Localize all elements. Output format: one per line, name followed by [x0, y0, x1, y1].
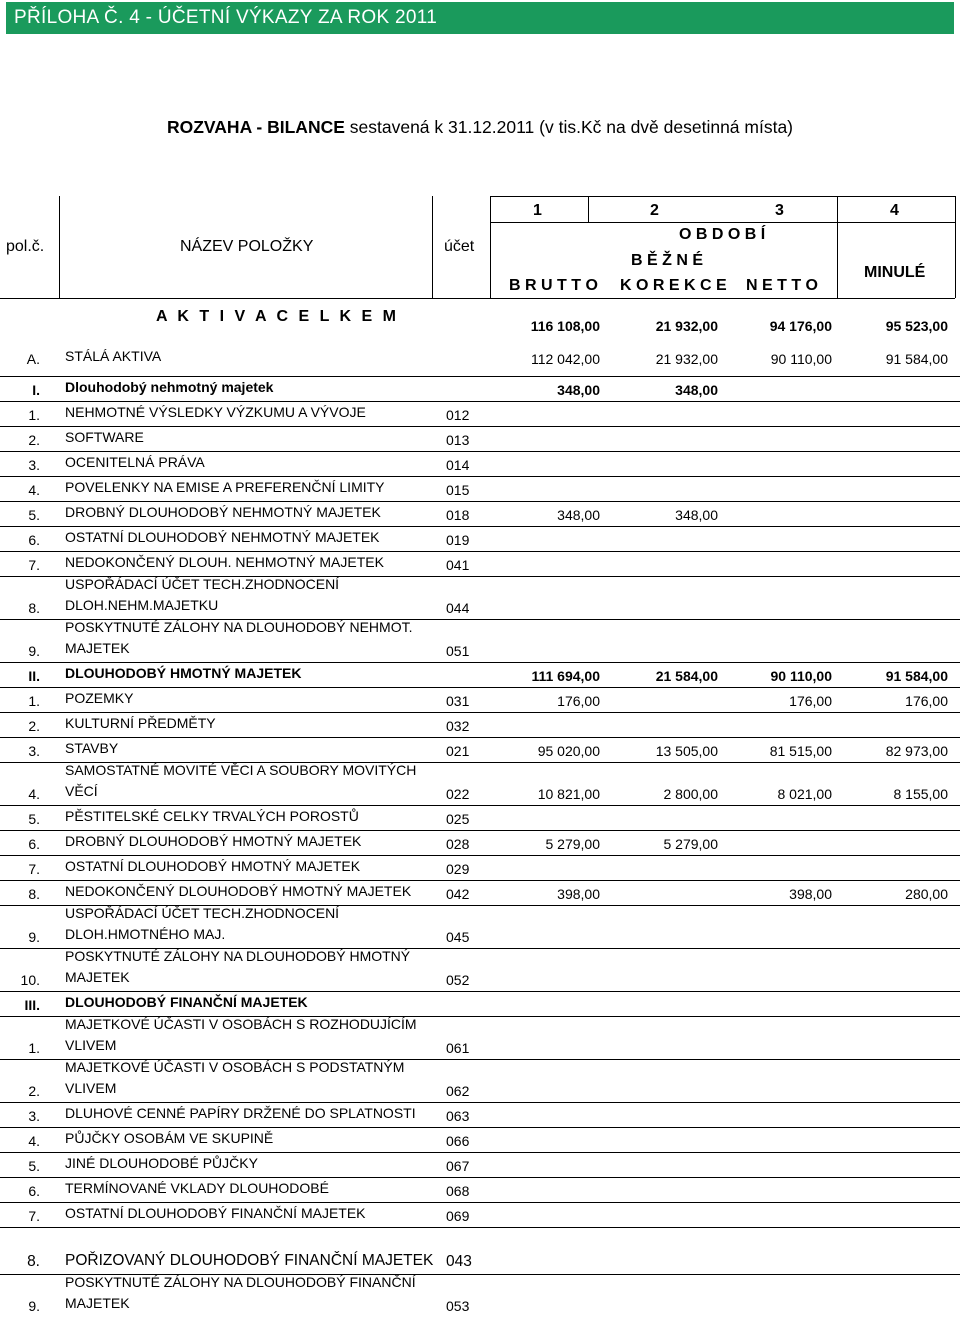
row-number: 4. — [28, 1133, 40, 1149]
row-account: 044 — [446, 600, 470, 616]
row-number: 1. — [28, 1040, 40, 1056]
row-name: OSTATNÍ DLOUHODOBÝ NEHMOTNÝ MAJETEK — [65, 529, 380, 545]
value-brutto: 95 020,00 — [537, 743, 600, 759]
table-row — [0, 576, 960, 619]
header-top-rule — [490, 196, 955, 197]
row-number: 3. — [28, 457, 40, 473]
header-banner — [6, 2, 954, 34]
minule-label: MINULÉ — [864, 264, 926, 281]
row-name: NEHMOTNÉ VÝSLEDKY VÝZKUMU A VÝVOJE — [65, 404, 366, 420]
row-name: NEDOKONČENÝ DLOUHODOBÝ HMOTNÝ MAJETEK — [65, 883, 412, 899]
row-number: 1. — [28, 407, 40, 423]
row-number: I. — [32, 382, 40, 398]
value-korekce: 348,00 — [675, 382, 718, 398]
value-minule: 176,00 — [905, 693, 948, 709]
row-name: DROBNÝ DLOUHODOBÝ NEHMOTNÝ MAJETEK — [65, 504, 381, 520]
row-account: 067 — [446, 1158, 470, 1174]
row-number: 5. — [28, 811, 40, 827]
row-number: 7. — [28, 1208, 40, 1224]
row-number: 4. — [28, 482, 40, 498]
row-name: DLUHOVÉ CENNÉ PAPÍRY DRŽENÉ DO SPLATNOSTI — [65, 1105, 416, 1121]
value-korekce: 348,00 — [675, 507, 718, 523]
row-account: 068 — [446, 1183, 470, 1199]
table-row — [0, 619, 960, 662]
table-row — [0, 1152, 960, 1177]
total-netto: 94 176,00 — [769, 318, 832, 334]
row-account: 045 — [446, 929, 470, 945]
table-row — [0, 342, 960, 370]
header-divider — [837, 196, 838, 298]
table-row — [0, 948, 960, 991]
value-korekce: 21 584,00 — [655, 668, 718, 684]
row-number: II. — [28, 668, 40, 684]
header-divider — [432, 196, 433, 298]
row-number: 7. — [28, 557, 40, 573]
total-brutto: 116 108,00 — [530, 318, 600, 334]
row-number: 1. — [28, 693, 40, 709]
value-netto: 90 110,00 — [770, 668, 832, 684]
row-name: OSTATNÍ DLOUHODOBÝ HMOTNÝ MAJETEK — [65, 858, 361, 874]
row-account: 041 — [446, 557, 470, 573]
table-row — [0, 1274, 960, 1317]
total-row — [0, 305, 960, 341]
row-name: OCENITELNÁ PRÁVA — [65, 454, 205, 470]
value-korekce: 2 800,00 — [663, 786, 718, 802]
row-account: 018 — [446, 507, 470, 523]
table-row — [0, 880, 960, 905]
table-row — [0, 855, 960, 880]
row-account: 063 — [446, 1108, 470, 1124]
col-name: NÁZEV POLOŽKY — [180, 238, 314, 255]
total-minule: 95 523,00 — [885, 318, 948, 334]
row-account: 066 — [446, 1133, 470, 1149]
col-polc: pol.č. — [6, 238, 45, 255]
bezne-label: B Ě Ž N É — [631, 252, 704, 269]
row-number: A. — [26, 351, 40, 367]
value-minule: 280,00 — [905, 886, 948, 902]
row-number: 3. — [28, 743, 40, 759]
title-bold: ROZVAHA - BILANCE — [166, 117, 345, 137]
table-row — [0, 451, 960, 476]
header-divider — [588, 196, 589, 222]
table-row — [0, 1177, 960, 1202]
table-row — [0, 1127, 960, 1152]
row-number: 6. — [28, 532, 40, 548]
value-brutto: 112 042,00 — [530, 351, 600, 367]
row-account: 025 — [446, 811, 470, 827]
row-name: PŮJČKY OSOBÁM VE SKUPINĚ — [65, 1130, 274, 1146]
row-name: PĚSTITELSKÉ CELKY TRVALÝCH POROSTŮ — [65, 808, 359, 824]
title-rest: sestavená k 31.12.2011 (v tis.Kč na dvě desetinná místa) — [344, 117, 794, 137]
col-num-4: 4 — [890, 202, 899, 219]
row-name: SAMOSTATNÉ MOVITÉ VĚCI A SOUBORY MOVITÝCH VĚCÍ — [65, 762, 417, 799]
row-number: 8. — [27, 1253, 40, 1270]
row-name: POSKYTNUTÉ ZÁLOHY NA DLOUHODOBÝ FINANČNÍ MAJETEK — [65, 1274, 416, 1311]
row-name: USPOŘÁDACÍ ÚČET TECH.ZHODNOCENÍ DLOH.HMOTNÉHO MAJ. — [65, 905, 340, 942]
row-name: POZEMKY — [65, 690, 134, 706]
table-row — [0, 401, 960, 426]
value-netto: 176,00 — [789, 693, 832, 709]
row-account: 015 — [446, 482, 470, 498]
row-name: POVELENKY NA EMISE A PREFERENČNÍ LIMITY — [65, 479, 385, 495]
netto-label: N E T T O — [746, 277, 818, 294]
value-minule: 82 973,00 — [885, 743, 948, 759]
row-number: 9. — [28, 929, 40, 945]
row-account: 013 — [446, 432, 470, 448]
total-label: A K T I V A C E L K E M — [156, 308, 399, 325]
obdobi-label: O B D O B Í — [679, 226, 766, 243]
row-name: DLOUHODOBÝ HMOTNÝ MAJETEK — [65, 665, 302, 681]
row-account: 028 — [446, 836, 470, 852]
header-divider — [490, 196, 491, 298]
col-num-3: 3 — [775, 202, 784, 219]
table-row — [0, 905, 960, 948]
header-divider — [59, 196, 60, 298]
value-minule: 91 584,00 — [885, 668, 948, 684]
row-name: SOFTWARE — [65, 429, 144, 445]
value-netto: 8 021,00 — [777, 786, 832, 802]
row-number: 4. — [28, 786, 40, 802]
row-number: 8. — [28, 600, 40, 616]
value-korekce: 5 279,00 — [663, 836, 718, 852]
row-account: 062 — [446, 1083, 470, 1099]
row-account: 014 — [446, 457, 470, 473]
table-row — [0, 662, 960, 687]
table-row — [0, 762, 960, 805]
value-brutto: 348,00 — [557, 507, 600, 523]
row-name: STAVBY — [65, 740, 119, 756]
row-number: 3. — [28, 1108, 40, 1124]
row-number: 7. — [28, 861, 40, 877]
row-number: 2. — [28, 432, 40, 448]
value-brutto: 176,00 — [557, 693, 600, 709]
row-number: 10. — [20, 972, 40, 988]
row-account: 051 — [446, 643, 470, 659]
table-row — [0, 1016, 960, 1059]
col-num-1: 1 — [533, 202, 542, 219]
row-number: III. — [24, 997, 40, 1013]
value-korekce: 21 932,00 — [655, 351, 718, 367]
table-row — [0, 376, 960, 401]
col-account: účet — [444, 238, 475, 255]
value-brutto: 10 821,00 — [537, 786, 600, 802]
row-account: 029 — [446, 861, 470, 877]
row-name: POSKYTNUTÉ ZÁLOHY NA DLOUHODOBÝ NEHMOT. MAJETEK — [65, 619, 413, 656]
row-name: MAJETKOVÉ ÚČASTI V OSOBÁCH S PODSTATNÝM VLIVEM — [65, 1059, 405, 1096]
table-row — [0, 1227, 960, 1274]
header-bottom-rule — [0, 298, 955, 299]
value-netto: 90 110,00 — [770, 351, 832, 367]
row-number: 8. — [28, 886, 40, 902]
row-account: 022 — [446, 786, 470, 802]
row-number: 6. — [28, 1183, 40, 1199]
row-account: 031 — [446, 693, 470, 709]
table-row — [0, 551, 960, 576]
row-account: 032 — [446, 718, 470, 734]
table-row — [0, 1202, 960, 1227]
row-name: TERMÍNOVANÉ VKLADY DLOUHODOBÉ — [65, 1180, 329, 1196]
value-netto: 81 515,00 — [769, 743, 832, 759]
row-number: 2. — [28, 718, 40, 734]
row-number: 6. — [28, 836, 40, 852]
table-row — [0, 737, 960, 762]
table-row — [0, 991, 960, 1016]
table-row — [0, 805, 960, 830]
document-title — [0, 117, 960, 138]
row-name: STÁLÁ AKTIVA — [65, 348, 162, 364]
row-name: NEDOKONČENÝ DLOUH. NEHMOTNÝ MAJETEK — [65, 554, 384, 570]
row-number: 9. — [28, 1298, 40, 1314]
row-name: MAJETKOVÉ ÚČASTI V OSOBÁCH S ROZHODUJÍCÍM VLIVEM — [65, 1016, 417, 1053]
row-name: DROBNÝ DLOUHODOBÝ HMOTNÝ MAJETEK — [65, 833, 362, 849]
header-num-rule — [490, 222, 955, 223]
table-row — [0, 526, 960, 551]
table-header — [0, 196, 960, 300]
row-account: 019 — [446, 532, 470, 548]
row-name: OSTATNÍ DLOUHODOBÝ FINANČNÍ MAJETEK — [65, 1205, 366, 1221]
row-number: 9. — [28, 643, 40, 659]
table-row — [0, 1102, 960, 1127]
value-netto: 398,00 — [789, 886, 832, 902]
row-name: Dlouhodobý nehmotný majetek — [65, 379, 274, 395]
table-row — [0, 501, 960, 526]
row-number: 5. — [28, 507, 40, 523]
table-row — [0, 476, 960, 501]
table-row — [0, 830, 960, 855]
value-minule: 8 155,00 — [893, 786, 948, 802]
row-account: 042 — [446, 886, 470, 902]
row-account: 052 — [446, 972, 470, 988]
row-account: 069 — [446, 1208, 470, 1224]
row-account: 012 — [446, 407, 470, 423]
korekce-label: K O R E K C E — [620, 277, 727, 294]
table-row — [0, 1059, 960, 1102]
row-name: POSKYTNUTÉ ZÁLOHY NA DLOUHODOBÝ HMOTNÝ MAJETEK — [65, 948, 411, 985]
banner-title: PŘÍLOHA Č. 4 - ÚČETNÍ VÝKAZY ZA ROK 2011 — [14, 7, 438, 28]
col-num-2: 2 — [650, 202, 659, 219]
table-row — [0, 426, 960, 451]
value-brutto: 111 694,00 — [531, 668, 600, 684]
row-name: KULTURNÍ PŘEDMĚTY — [65, 715, 216, 731]
row-name: POŘIZOVANÝ DLOUHODOBÝ FINANČNÍ MAJETEK — [65, 1252, 434, 1269]
row-number: 5. — [28, 1158, 40, 1174]
value-minule: 91 584,00 — [885, 351, 948, 367]
row-name: DLOUHODOBÝ FINANČNÍ MAJETEK — [65, 994, 308, 1010]
brutto-label: B R U T T O — [509, 277, 598, 294]
total-korekce: 21 932,00 — [655, 318, 718, 334]
value-brutto: 348,00 — [557, 382, 600, 398]
row-account: 053 — [446, 1298, 470, 1314]
value-korekce: 13 505,00 — [655, 743, 718, 759]
header-divider — [955, 196, 956, 298]
row-name: USPOŘÁDACÍ ÚČET TECH.ZHODNOCENÍ DLOH.NEHM.MAJETKU — [65, 576, 340, 613]
value-brutto: 398,00 — [557, 886, 600, 902]
row-account: 021 — [446, 743, 470, 759]
value-brutto: 5 279,00 — [545, 836, 600, 852]
row-account: 061 — [446, 1040, 470, 1056]
table-row — [0, 712, 960, 737]
row-account: 043 — [446, 1253, 472, 1270]
row-number: 2. — [28, 1083, 40, 1099]
row-name: JINÉ DLOUHODOBÉ PŮJČKY — [65, 1155, 258, 1171]
table-row — [0, 687, 960, 712]
